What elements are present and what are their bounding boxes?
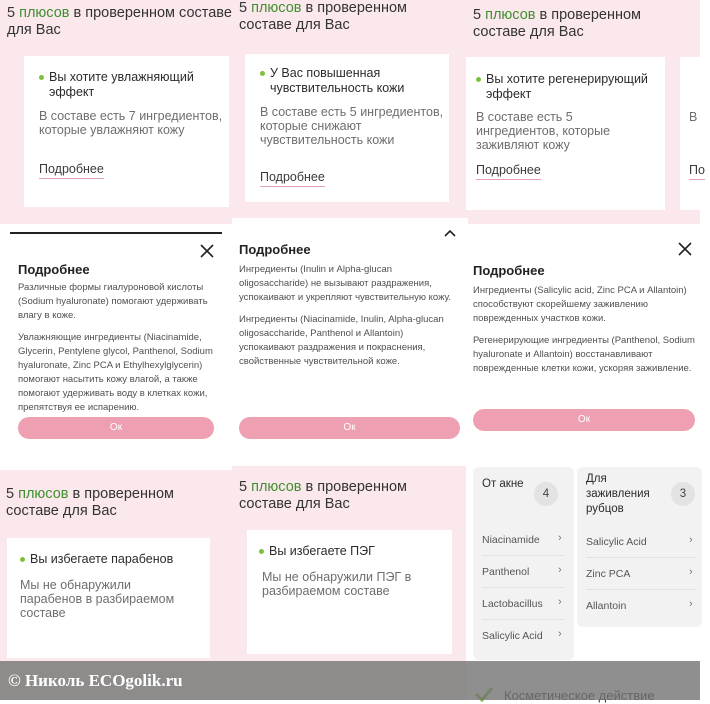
plus-card-partial (680, 57, 710, 210)
watermark-text: © Николь ECOgolik.ru (8, 671, 183, 690)
plus-card (247, 530, 452, 654)
count-badge: 3 (671, 482, 695, 506)
ok-button[interactable]: Ок (473, 409, 695, 431)
plus-title: Вы избегаете ПЭГ (259, 544, 444, 559)
chevron-right-icon: › (558, 564, 562, 576)
section-heading: 5 плюсов в проверенном составе для Вас (473, 7, 642, 40)
modal-text: Ингредиенты (Inulin и Alpha-glucan oligosaccharide) не вызывают раздражения, успокаивают и укрепляют чувствительную кожу. Ингредиенты (Niacinamide, Inulin, Alpha-glucan oligosaccharide, Panthenol и Allantoin) успокаивают раздражения и покраснения, свойственные чувствительной коже. (239, 264, 451, 367)
list-scars (577, 467, 702, 627)
list-acne (473, 467, 574, 660)
section-heading: 5 плюсов в проверенном составе для Вас (6, 486, 175, 519)
close-icon[interactable] (199, 243, 215, 259)
plus-description: Мы не обнаружили ПЭГ в разбираемом составе (262, 570, 412, 598)
modal-divider (10, 232, 222, 234)
plus-description: В (689, 110, 698, 124)
list-title: От акне (482, 478, 524, 490)
close-icon[interactable] (444, 230, 456, 238)
list-item[interactable]: Lactobacillus (482, 598, 543, 610)
panel-top-right (466, 0, 705, 224)
more-link[interactable]: Подробнее (260, 170, 325, 187)
section-heading: 5 плюсов в проверенном составе для Вас (7, 5, 232, 38)
modal-title: Подробнее (239, 242, 311, 257)
modal-title: Подробнее (18, 262, 90, 277)
plus-description: В составе есть 7 ингредиентов, которые увлажняют кожу (39, 109, 223, 137)
divider (586, 589, 696, 590)
more-link[interactable]: По (689, 163, 705, 180)
chevron-right-icon: › (689, 598, 693, 610)
chevron-right-icon: › (558, 628, 562, 640)
more-link[interactable]: Подробнее (39, 162, 104, 179)
modal-text: Ингредиенты (Salicylic acid, Zinc PCA и Allantoin) способствуют скорейшему заживлению поврежденных участков кожи. Регенерирующие ингредиенты (Panthenol, Sodium hyaluronate и Allantoin) восстанавливают поврежденные клетки кожи, ускоряя заживление. (473, 285, 695, 374)
list-item[interactable]: Salicylic Acid (586, 536, 647, 548)
plus-title: Вы хотите увлажняющий эффект (39, 70, 224, 100)
modal-sensitive (232, 218, 468, 464)
divider (586, 557, 696, 558)
ok-button[interactable]: Ок (239, 417, 460, 439)
divider (482, 587, 564, 588)
plus-title: Вы хотите регенерирующий эффект (476, 72, 661, 102)
plus-card (466, 57, 665, 210)
section-heading: 5 плюсов в проверенном составе для Вас (239, 479, 408, 512)
plus-description: Мы не обнаружили парабенов в разбираемом составе (20, 578, 175, 620)
list-item[interactable]: Allantoin (586, 600, 627, 612)
plus-title: Вы избегаете парабенов (20, 552, 205, 567)
list-item[interactable]: Zinc PCA (586, 568, 631, 580)
modal-text: Различные формы гиалуроновой кислоты (Sodium hyaluronate) помогают удерживать влагу в коже. Увлажняющие ингредиенты (Niacinamide, Glycerin, Pentylene glycol, Panthenol, Sodium hyaluronate, Zinc PCA и Ethylhexylglycerin) помогают насытить кожу влагой, а также помогают удерживать воду в клетках кожи, препятствуя ее испарению. (18, 282, 213, 413)
divider (482, 555, 564, 556)
modal-title: Подробнее (473, 263, 545, 278)
section-heading: 5 плюсов в проверенном составе для Вас (239, 0, 408, 33)
plus-description: В составе есть 5 ингредиентов, которые снижают чувствительность кожи (260, 105, 444, 147)
chevron-right-icon: › (558, 532, 562, 544)
plus-card (245, 54, 449, 202)
panel-top-middle (234, 0, 466, 224)
plus-card (24, 56, 229, 207)
close-icon[interactable] (677, 241, 693, 257)
list-item[interactable]: Salicylic Acid (482, 630, 543, 642)
divider (482, 619, 564, 620)
list-item[interactable]: Niacinamide (482, 534, 540, 546)
ok-button[interactable]: Ок (18, 417, 214, 439)
more-link[interactable]: Подробнее (476, 163, 541, 180)
watermark-bar (0, 661, 700, 700)
modal-regenerating (466, 224, 700, 464)
plus-description: В составе есть 5 ингредиентов, которые заживляют кожу (476, 110, 611, 152)
panel-top-left (0, 0, 234, 224)
plus-title: У Вас повышенная чувствительность кожи (260, 66, 440, 96)
modal-moisturizing (0, 224, 232, 470)
chevron-right-icon: › (558, 596, 562, 608)
chevron-right-icon: › (689, 566, 693, 578)
chevron-right-icon: › (689, 534, 693, 546)
list-item[interactable]: Panthenol (482, 566, 530, 578)
list-title: Для заживления рубцов (586, 473, 650, 515)
plus-card (7, 538, 210, 658)
count-badge: 4 (534, 482, 558, 506)
